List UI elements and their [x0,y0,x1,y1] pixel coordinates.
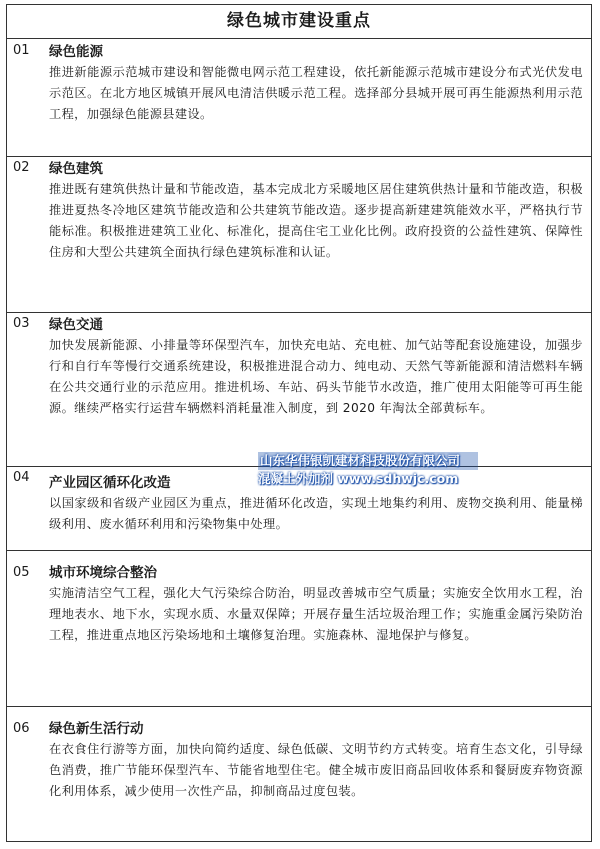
row-number: 03 [13,316,30,331]
row-body: 实施清洁空气工程，强化大气污染综合防治，明显改善城市空气质量；实施安全饮用水工程，治理地表水、地下水，实现水质、水量双保障；开展存量生活垃圾治理工作；实施重金属污染防治工程，推进重点地区污染场地和土壤修复治理。实施森林、湿地保护与修复。 [49,586,583,642]
row-number: 02 [13,160,30,175]
row-number: 04 [13,470,30,485]
page-title: 绿色城市建设重点 [7,5,591,39]
row-heading: 绿色建筑 [49,161,103,177]
row-body: 加快发展新能源、小排量等环保型汽车，加快充电站、充电桩、加气站等配套设施建设，加强步行和自行车等慢行交通系统建设，积极推进混合动力、纯电动、天然气等新能源和清洁燃料车辆在公共交通行业的示范应用。推进机场、车站、码头节能节水改造，推广使用太阳能等可再生能源。继续严格实行运营车辆燃料消耗量准入制度，到 2020 年淘汰全部黄标车。 [49,338,583,415]
table-row [7,707,591,841]
row-body: 推进新能源示范城市建设和智能微电网示范工程建设，依托新能源示范城市建设分布式光伏发电示范区。在北方地区城镇开展风电清洁供暖示范工程。选择部分县城开展可再生能源热利用示范工程，加强绿色能源县建设。 [49,65,583,121]
row-content [49,159,583,263]
row-heading: 绿色交通 [49,317,103,333]
row-content [49,42,583,125]
row-body: 在衣食住行游等方面，加快向简约适度、绿色低碳、文明节约方式转变。培育生态文化，引导绿色消费，推广节能环保型汽车、节能省地型住宅。健全城市废旧商品回收体系和餐厨废弃物资源化利用体系，减少使用一次性产品，抑制商品过度包装。 [49,742,583,798]
table [6,4,592,842]
watermark-company-name: 山东华伟银凯建材科技股份有限公司 [258,452,478,470]
row-heading: 产业园区循环化改造 [49,475,171,491]
row-heading: 城市环境综合整治 [49,565,157,581]
row-body: 以国家级和省级产业园区为重点，推进循环化改造，实现土地集约利用、废物交换利用、能量梯级利用、废水循环利用和污染物集中处理。 [49,496,583,531]
row-number: 01 [13,43,30,58]
row-heading: 绿色新生活行动 [49,721,144,737]
table-row [7,551,591,707]
row-heading: 绿色能源 [49,44,103,60]
row-number: 06 [13,721,30,736]
row-content [49,719,583,802]
company-watermark [258,452,478,488]
row-content [49,563,583,646]
watermark-website: 混凝土外加剂 www.sdhwjc.com [258,471,459,486]
table-row [7,313,591,467]
row-number: 05 [13,565,30,580]
row-content [49,315,583,419]
table-row [7,157,591,313]
row-body: 推进既有建筑供热计量和节能改造，基本完成北方采暖地区居住建筑供热计量和节能改造，积极推进夏热冬冷地区建筑节能改造和公共建筑节能改造。逐步提高新建建筑能效水平，严格执行节能标准。积极推进建筑工业化、标准化，提高住宅工业化比例。政府投资的公益性建筑、保障性住房和大型公共建筑全面执行绿色建筑标准和认证。 [49,182,583,259]
table-row [7,40,591,157]
